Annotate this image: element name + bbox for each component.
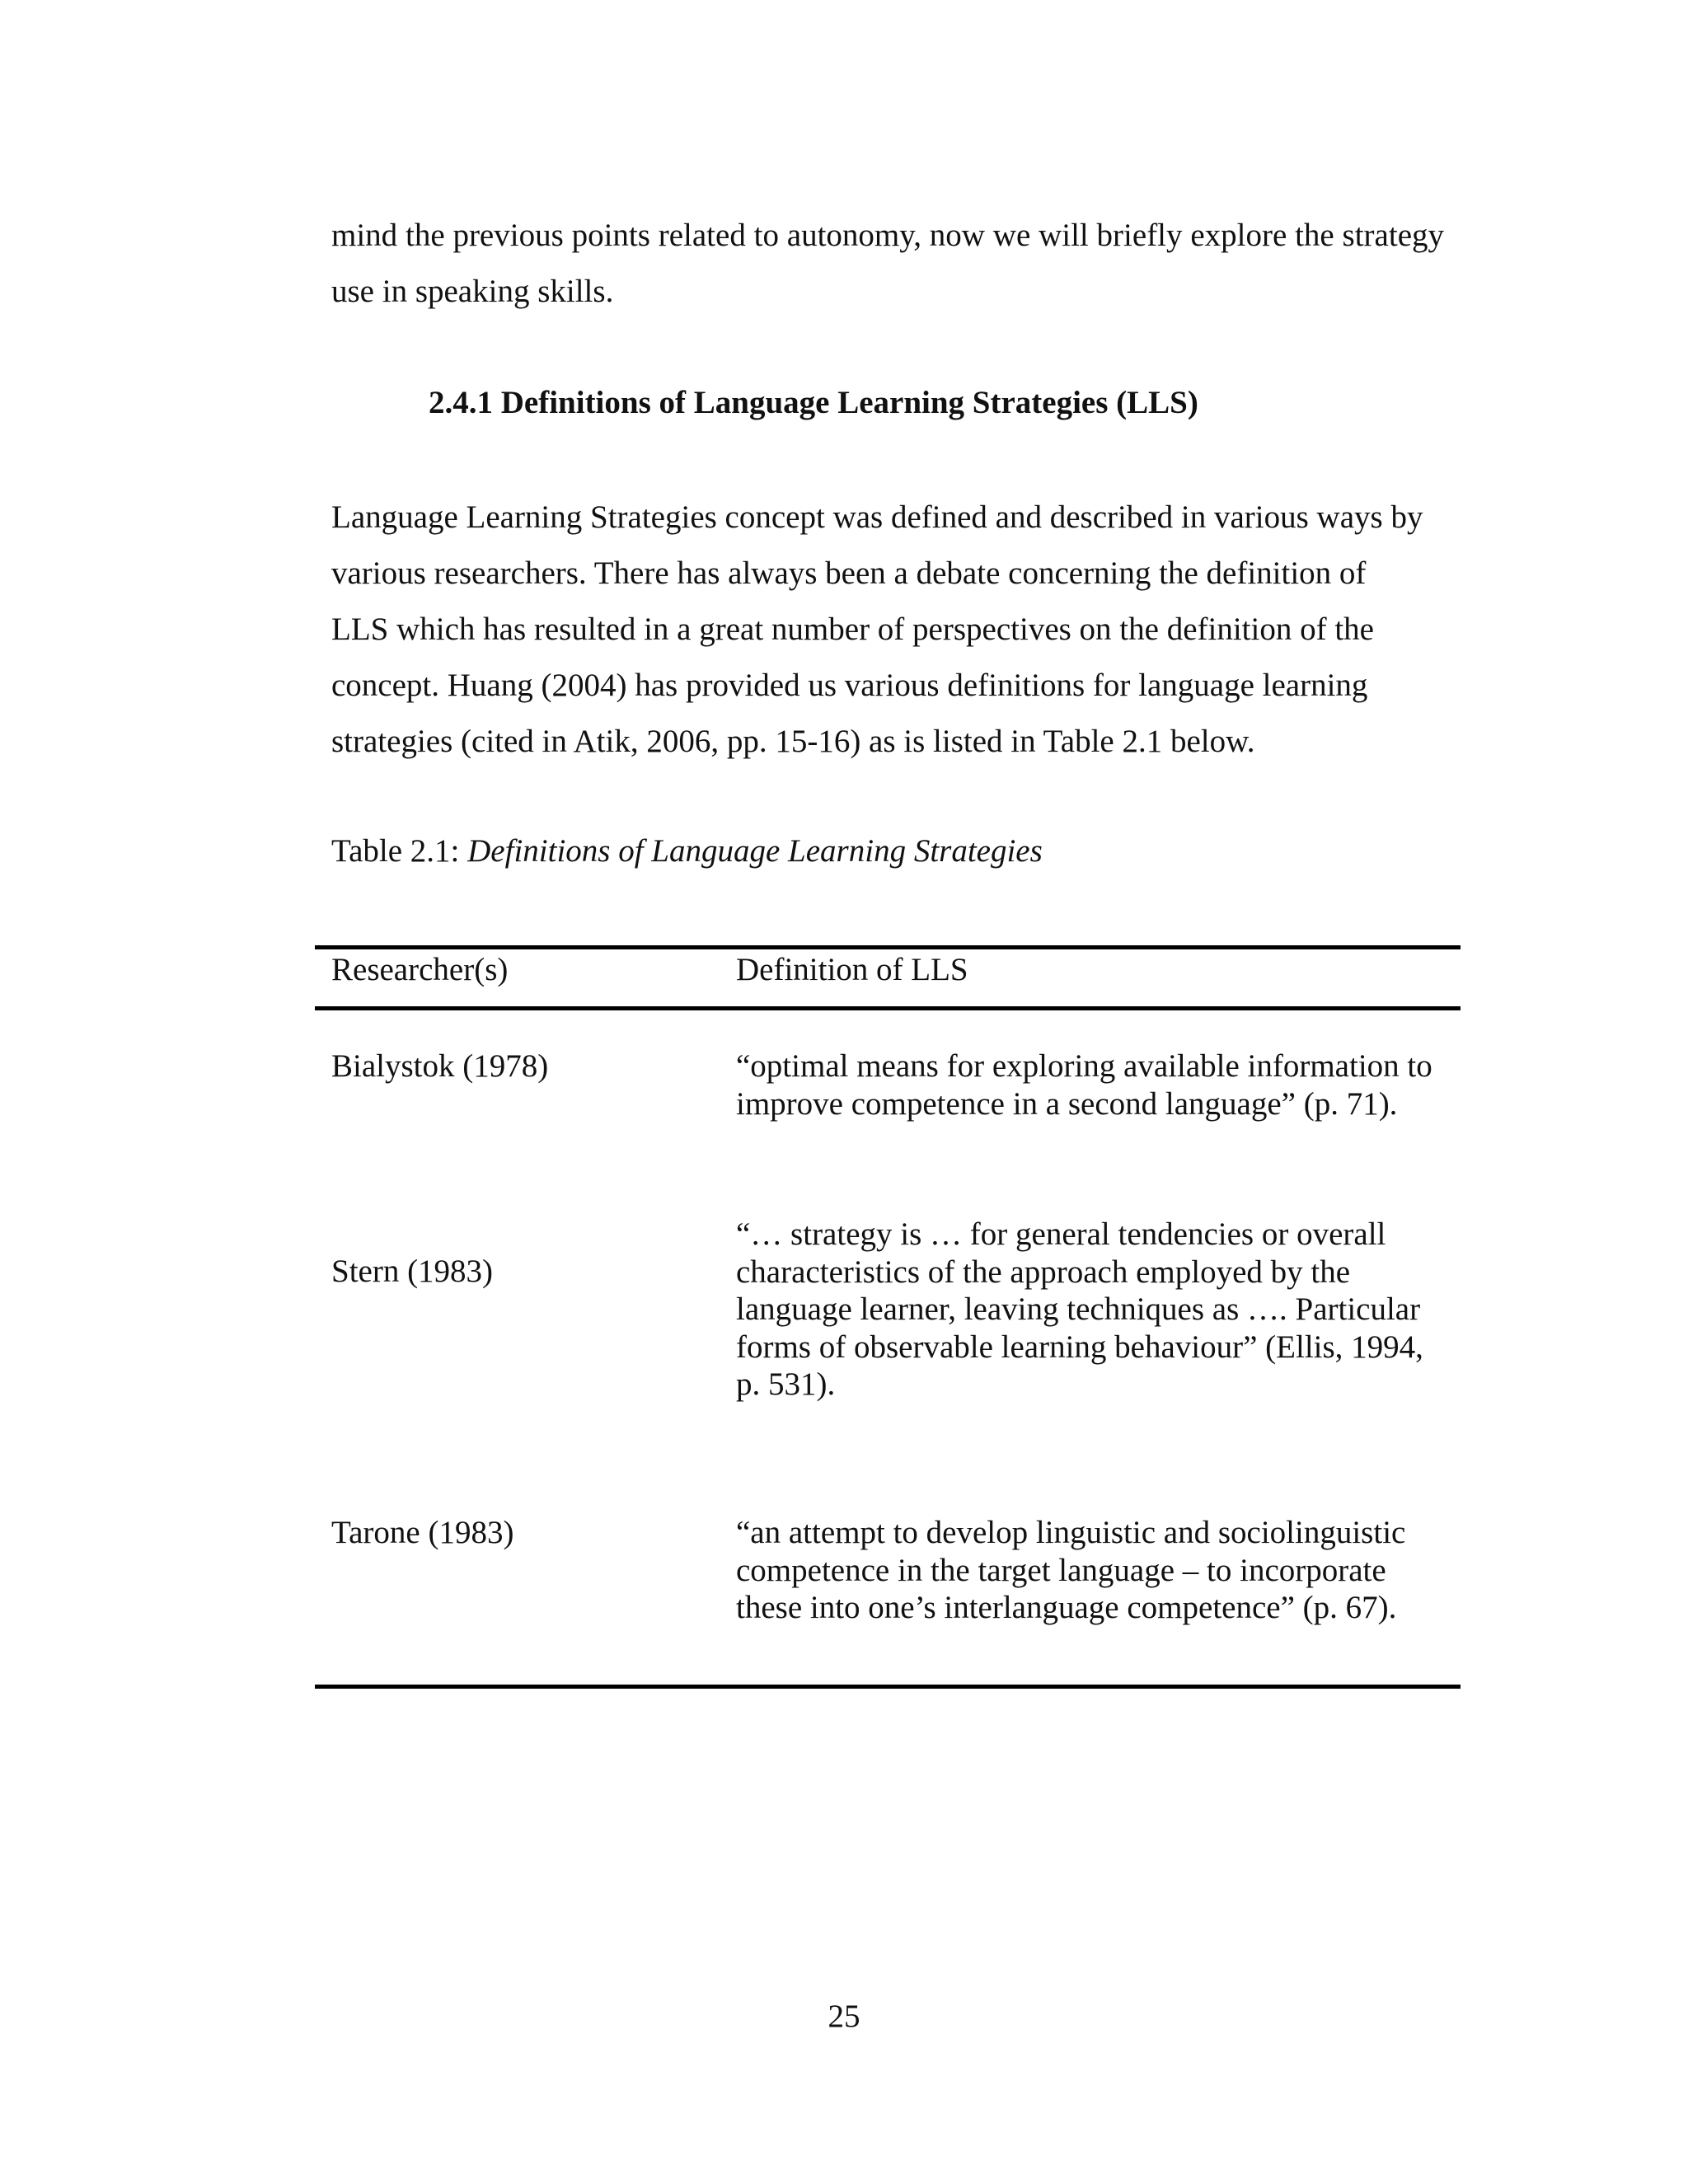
definition-line: forms of observable learning behaviour” (Ellis, 1994, — [736, 1329, 1423, 1365]
definition-line: “an attempt to develop linguistic and sociolinguistic — [736, 1515, 1406, 1550]
table-cell-definition — [736, 1047, 1461, 1122]
main-paragraph-line: concept. Huang (2004) has provided us various definitions for language learning — [331, 668, 1368, 703]
definition-line: competence in the target language – to incorporate — [736, 1552, 1386, 1588]
main-paragraph-line: various researchers. There has always been a debate concerning the definition of — [331, 555, 1367, 591]
page-number: 25 — [828, 1999, 860, 2034]
main-paragraph-line: strategies (cited in Atik, 2006, pp. 15-16) as is listed in Table 2.1 below. — [331, 724, 1255, 759]
definition-line: these into one’s interlanguage competence” (p. 67). — [736, 1590, 1397, 1625]
table-cell-definition — [736, 1514, 1461, 1627]
main-paragraph-line: LLS which has resulted in a great number of perspectives on the definition of the — [331, 612, 1374, 647]
definition-line: p. 531). — [736, 1366, 836, 1402]
definition-line: characteristics of the approach employed by the — [736, 1254, 1351, 1290]
table-cell-definition — [736, 1216, 1461, 1404]
definition-line: “optimal means for exploring available information to — [736, 1048, 1432, 1084]
table-caption-label: Table 2.1: — [331, 833, 468, 869]
definition-line: language learner, leaving techniques as …. Particular — [736, 1291, 1421, 1327]
table-cell-researcher: Stern (1983) — [331, 1254, 494, 1289]
definition-line: improve competence in a second language” (p. 71). — [736, 1085, 1398, 1122]
table-header-researcher: Researcher(s) — [331, 952, 509, 987]
table-bottom-rule — [315, 1685, 1461, 1689]
table-header-definition: Definition of LLS — [736, 952, 968, 987]
main-paragraph — [331, 490, 1461, 770]
section-heading: 2.4.1 Definitions of Language Learning Strategies (LLS) — [429, 385, 1198, 420]
definition-line: “… strategy is … for general tendencies or overall — [736, 1216, 1386, 1252]
intro-paragraph: mind the previous points related to autonomy, now we will briefly explore the strategy use in speaking skills. — [331, 218, 1444, 309]
table-caption — [331, 831, 1043, 872]
table-caption-title: Definitions of Language Learning Strategies — [467, 833, 1043, 869]
main-paragraph-line: Language Learning Strategies concept was defined and described in various ways by — [331, 499, 1423, 535]
table-cell-researcher: Bialystok (1978) — [331, 1048, 549, 1084]
table-header-rule — [315, 1006, 1461, 1010]
table-cell-researcher: Tarone (1983) — [331, 1515, 514, 1550]
